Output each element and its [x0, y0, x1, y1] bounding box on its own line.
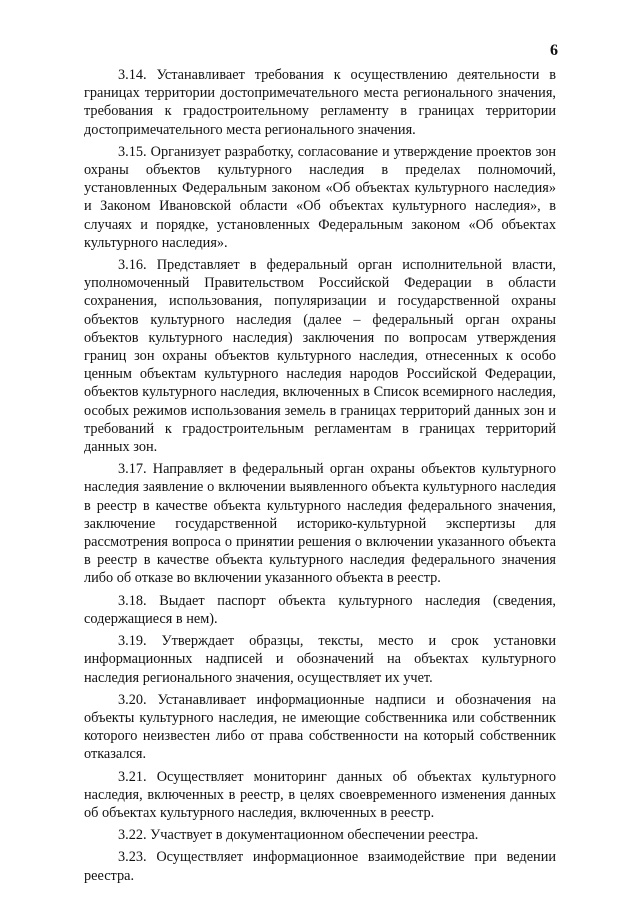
page-number: 6: [550, 42, 558, 59]
paragraph-3-18: 3.18. Выдает паспорт объекта культурного наследия (сведения, содержащиеся в нем).: [84, 592, 556, 627]
paragraph-3-21: 3.21. Осуществляет мониторинг данных об объектах культурного наследия, включенных в реестр, в целях своевременного изменения данных об объектах культурного наследия, включенных в реестр.: [84, 768, 556, 821]
paragraph-3-16: 3.16. Представляет в федеральный орган исполнительной власти, уполномоченный Правительством Российской Федерации в области сохранения, использования, популяризации и государственной охраны объектов культурного наследия (далее – федеральный орган охраны объектов культурного наследия) заключения по вопросам утверждения границ зон охраны объектов культурного наследия, отнесенных к особо ценным объектам культурного наследия народов Российской Федерации, объектов культурного наследия, включенных в Список всемирного наследия, особых режимов использования земель в границах территорий данных зон и требований к градостроительным регламентам в границах территорий данных зон.: [84, 257, 556, 456]
paragraph-3-14: 3.14. Устанавливает требования к осуществлению деятельности в границах территории достопримечательного места регионального значения, требования к градостроительному регламенту в границах территории достопримечательного места регионального значения.: [84, 67, 556, 138]
paragraph-3-22: 3.22. Участвует в документационном обеспечении реестра.: [118, 827, 479, 844]
paragraph-3-15: 3.15. Организует разработку, согласование и утверждение проектов зон охраны объектов культурного наследия в пределах полномочий, установленных Федеральным законом «Об объектах культурного наследия» и Законом Ивановской области «Об объектах культурного наследия», в случаях и порядке, установленных Федеральным законом «Об объектах культурного наследия».: [84, 143, 556, 251]
document-body: [84, 66, 556, 889]
paragraph-3-19: 3.19. Утверждает образцы, тексты, место и срок установки информационных надписей и обозначений на объектах культурного наследия регионального значения, осуществляет их учет.: [84, 633, 556, 686]
paragraph-3-23: 3.23. Осуществляет информационное взаимодействие при ведении реестра.: [84, 849, 556, 884]
paragraph-3-17: 3.17. Направляет в федеральный орган охраны объектов культурного наследия заявление о включении выявленного объекта культурного наследия в реестр в качестве объекта культурного наследия федерального значения, заключение государственной историко-культурной экспертизы для рассмотрения вопроса о принятии решения о включении указанного объекта в реестр в качестве объекта культурного наследия федерального значения либо об отказе во включении указанного объекта в реестр.: [84, 461, 556, 587]
paragraph-3-20: 3.20. Устанавливает информационные надписи и обозначения на объекты культурного наследия, не имеющие собственника или собственник которого неизвестен либо от права собственности на который собственник отказался.: [84, 691, 556, 763]
